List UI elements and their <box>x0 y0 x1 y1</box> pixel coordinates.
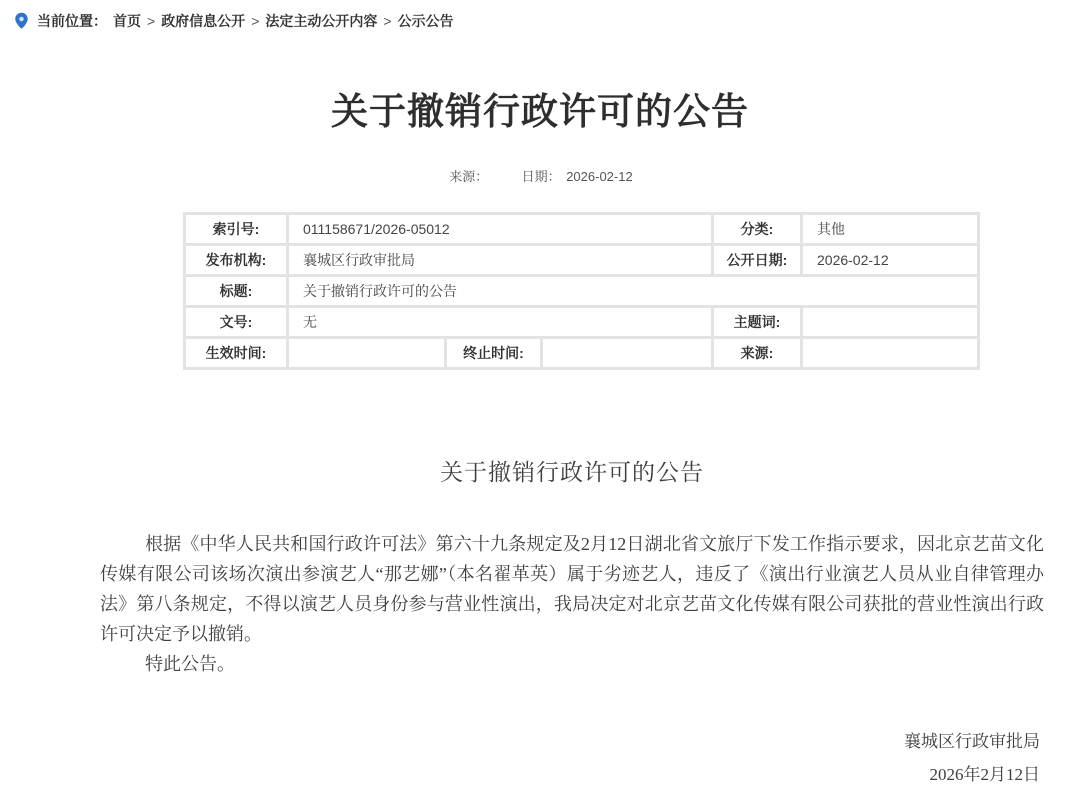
article-closing: 特此公告。 <box>145 654 235 674</box>
breadcrumb-separator: > <box>251 13 260 29</box>
date-value: 2026-02-12 <box>566 169 633 184</box>
doc-source-label: 来源: <box>714 339 800 367</box>
signature-block <box>100 725 1044 791</box>
breadcrumb-item-gov-info[interactable]: 政府信息公开 <box>161 13 246 29</box>
breadcrumb-separator: > <box>383 13 392 29</box>
breadcrumb-item-public-notices[interactable]: 公示公告 <box>397 13 454 29</box>
breadcrumb-item-home[interactable]: 首页 <box>113 13 141 29</box>
location-pin-icon <box>14 12 29 31</box>
publish-date-value: 2026-02-12 <box>803 246 977 274</box>
metadata-table <box>183 212 980 370</box>
table-row <box>186 277 977 305</box>
article-body <box>100 454 1044 791</box>
table-row <box>186 308 977 336</box>
article-text <box>100 529 1044 679</box>
signature-org: 襄城区行政审批局 <box>904 732 1040 751</box>
table-row <box>186 215 977 243</box>
breadcrumb-label: 当前位置： <box>37 13 107 29</box>
expiry-time-label: 终止时间: <box>447 339 540 367</box>
table-row <box>186 339 977 367</box>
publisher-label: 发布机构: <box>186 246 286 274</box>
doc-number-value: 无 <box>289 308 711 336</box>
article-title: 关于撤销行政许可的公告 <box>440 460 704 485</box>
index-number-label: 索引号: <box>186 215 286 243</box>
source-label: 来源： <box>449 169 489 184</box>
doc-number-label: 文号: <box>186 308 286 336</box>
breadcrumb <box>0 0 1080 31</box>
keywords-label: 主题词: <box>714 308 800 336</box>
source-date-line <box>0 166 1080 185</box>
publisher-value: 襄城区行政审批局 <box>289 246 711 274</box>
doc-title-value: 关于撤销行政许可的公告 <box>289 277 977 305</box>
doc-title-label: 标题: <box>186 277 286 305</box>
index-number-value: 011158671/2026-05012 <box>289 215 711 243</box>
category-value: 其他 <box>803 215 977 243</box>
doc-source-value <box>803 339 977 367</box>
effective-time-label: 生效时间: <box>186 339 286 367</box>
breadcrumb-item-statutory-disclosure[interactable]: 法定主动公开内容 <box>265 13 378 29</box>
effective-time-value <box>289 339 444 367</box>
signature-date: 2026年2月12日 <box>929 765 1040 784</box>
page-title: 关于撤销行政许可的公告 <box>331 91 749 132</box>
category-label: 分类: <box>714 215 800 243</box>
breadcrumb-separator: > <box>147 13 156 29</box>
keywords-value <box>803 308 977 336</box>
table-row <box>186 246 977 274</box>
article-paragraph: 根据《中华人民共和国行政许可法》第六十九条规定及2月12日湖北省文旅厅下发工作指示要求，因北京艺苗文化传媒有限公司该场次演出参演艺人“那艺娜”（本名翟革英）属于劣迹艺人，违反了《演出行业演艺人员从业自律管理办法》第八条规定，不得以演艺人员身份参与营业性演出，我局决定对北京艺苗文化传媒有限公司获批的营业性演出行政许可决定予以撤销。 <box>100 534 1044 644</box>
date-label: 日期： <box>521 169 561 184</box>
publish-date-label: 公开日期: <box>714 246 800 274</box>
expiry-time-value <box>543 339 711 367</box>
